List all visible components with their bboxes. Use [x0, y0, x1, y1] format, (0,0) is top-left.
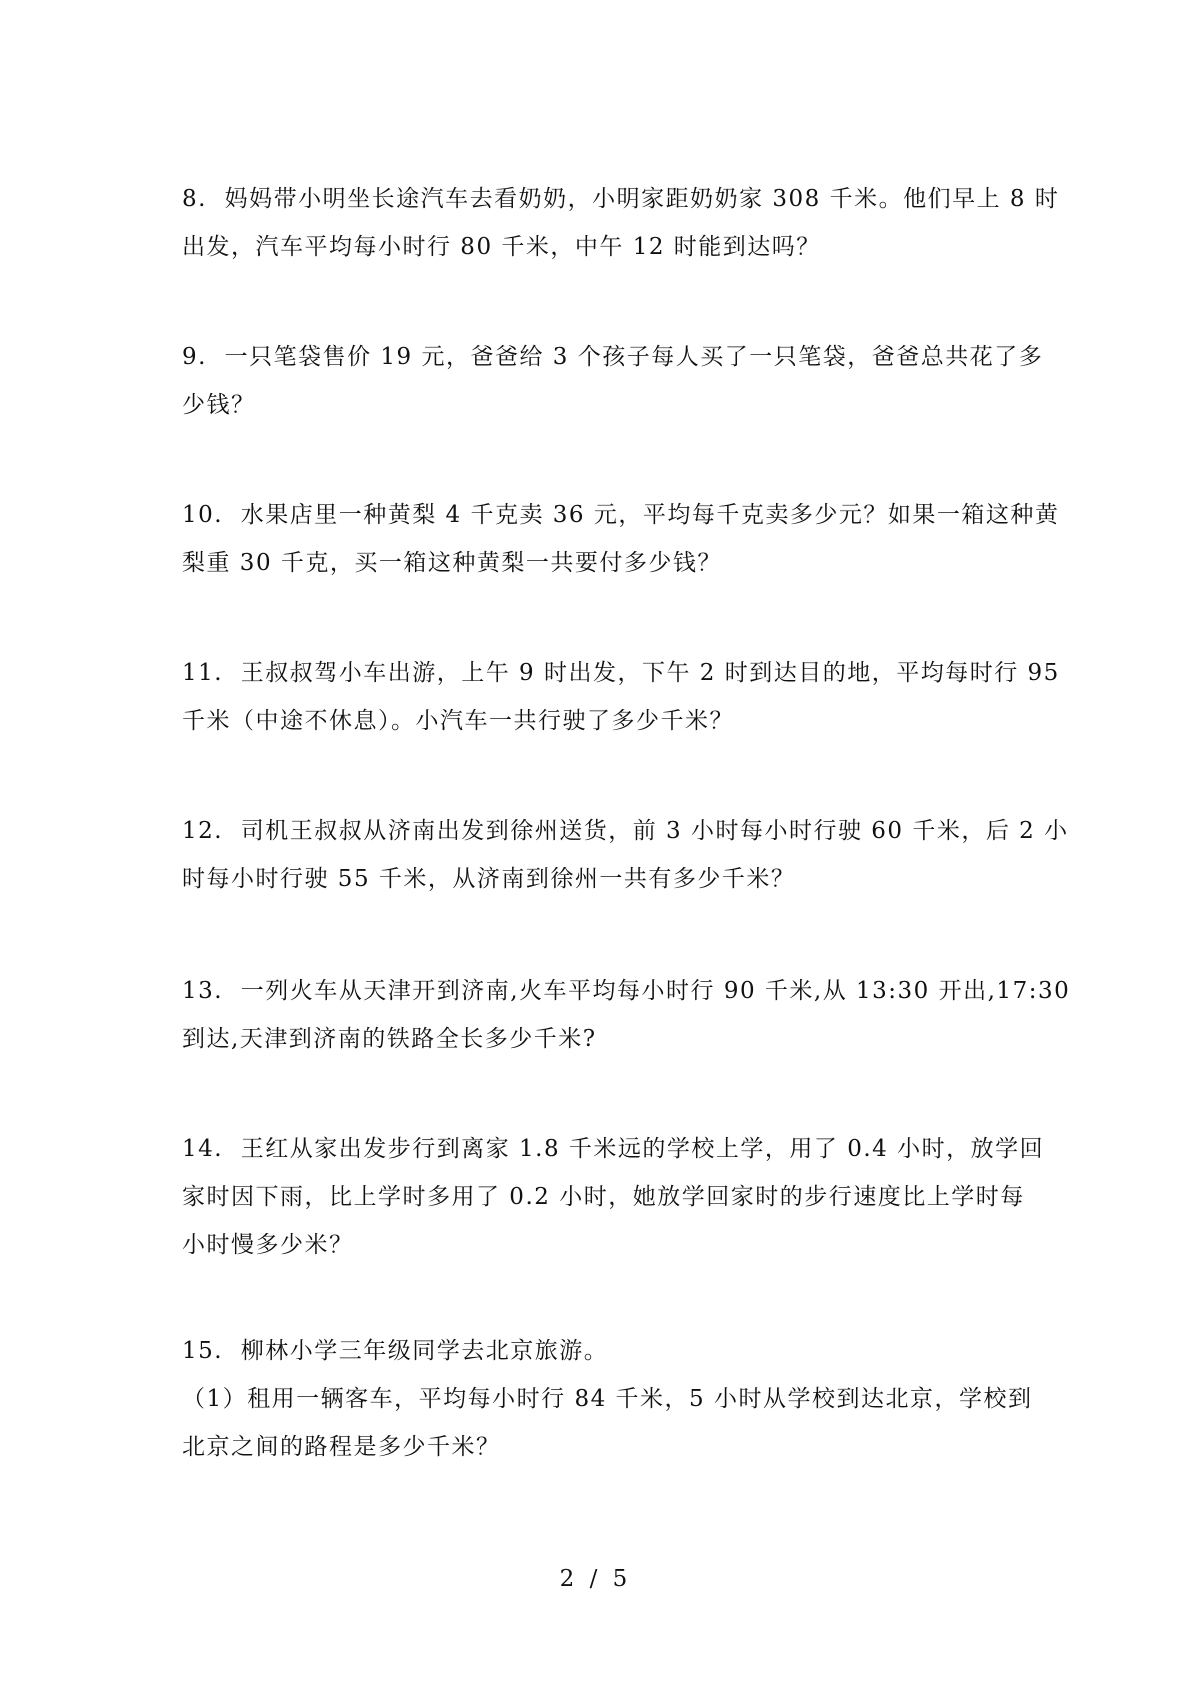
problem-text: 妈妈带小明坐长途汽车去看奶奶，小明家距奶奶家 308 千米。他们早上 8 时 — [224, 186, 1060, 212]
problem-number: 9. — [182, 344, 207, 370]
problem-number: 12. — [182, 818, 224, 844]
problem-13-line-2: 到达,天津到济南的铁路全长多少千米? — [182, 1026, 597, 1052]
problem-14-line-3: 小时慢多少米？ — [182, 1232, 354, 1258]
problem-13 — [182, 967, 1071, 1063]
problem-9-line-2: 少钱？ — [182, 392, 256, 418]
problem-12-line-1 — [182, 807, 1069, 855]
problem-8-line-2: 出发，汽车平均每小时行 80 千米，中午 12 时能到达吗？ — [182, 234, 821, 260]
problem-9-line-1 — [182, 333, 1044, 381]
problem-text: 柳林小学三年级同学去北京旅游。 — [240, 1338, 609, 1364]
problem-12-line-2: 时每小时行驶 55 千米，从济南到徐州一共有多少千米？ — [182, 866, 796, 892]
problem-number: 11. — [182, 660, 224, 686]
problem-number: 10. — [182, 502, 224, 528]
problem-14 — [182, 1125, 1045, 1269]
problem-14-line-1 — [182, 1125, 1045, 1173]
problem-11 — [182, 649, 1060, 745]
problem-8-line-1 — [182, 175, 1060, 223]
problem-12 — [182, 807, 1069, 903]
problem-10 — [182, 491, 1060, 587]
problem-8 — [182, 175, 1060, 271]
problem-10-line-1 — [182, 491, 1060, 539]
problem-10-line-2: 梨重 30 千克，买一箱这种黄梨一共要付多少钱？ — [182, 550, 722, 576]
problem-11-line-1 — [182, 649, 1060, 697]
problem-number: 8. — [182, 186, 207, 212]
problem-number: 14. — [182, 1136, 224, 1162]
problem-text: 王叔叔驾小车出游，上午 9 时出发，下午 2 时到达目的地，平均每时行 95 — [240, 660, 1060, 686]
problem-number: 13. — [182, 978, 224, 1004]
problem-13-line-1 — [182, 967, 1071, 1015]
problem-9 — [182, 333, 1044, 429]
problem-text: 王红从家出发步行到离家 1.8 千米远的学校上学，用了 0.4 小时，放学回 — [240, 1136, 1045, 1162]
problem-15-sub-1-line-2: 北京之间的路程是多少千米？ — [182, 1434, 501, 1460]
problem-11-line-2: 千米（中途不休息）。小汽车一共行驶了多少千米？ — [182, 708, 734, 734]
problem-number: 15. — [182, 1338, 224, 1364]
page-number: 2 / 5 — [559, 1566, 632, 1592]
problem-text: 水果店里一种黄梨 4 千克卖 36 元，平均每千克卖多少元？如果一箱这种黄 — [240, 502, 1060, 528]
problem-14-line-2: 家时因下雨，比上学时多用了 0.2 小时，她放学回家时的步行速度比上学时每 — [182, 1184, 1025, 1210]
problem-15-sub-1-line-1: （1）租用一辆客车，平均每小时行 84 千米，5 小时从学校到达北京，学校到 — [182, 1386, 1033, 1412]
problem-text: 一只笔袋售价 19 元，爸爸给 3 个孩子每人买了一只笔袋，爸爸总共花了多 — [224, 344, 1044, 370]
problem-text: 一列火车从天津开到济南,火车平均每小时行 90 千米,从 13:30 开出,17:30 — [240, 978, 1071, 1004]
problem-15 — [182, 1327, 1033, 1471]
problem-15-line-1 — [182, 1327, 1012, 1375]
problem-text: 司机王叔叔从济南出发到徐州送货，前 3 小时每小时行驶 60 千米，后 2 小 — [240, 818, 1069, 844]
